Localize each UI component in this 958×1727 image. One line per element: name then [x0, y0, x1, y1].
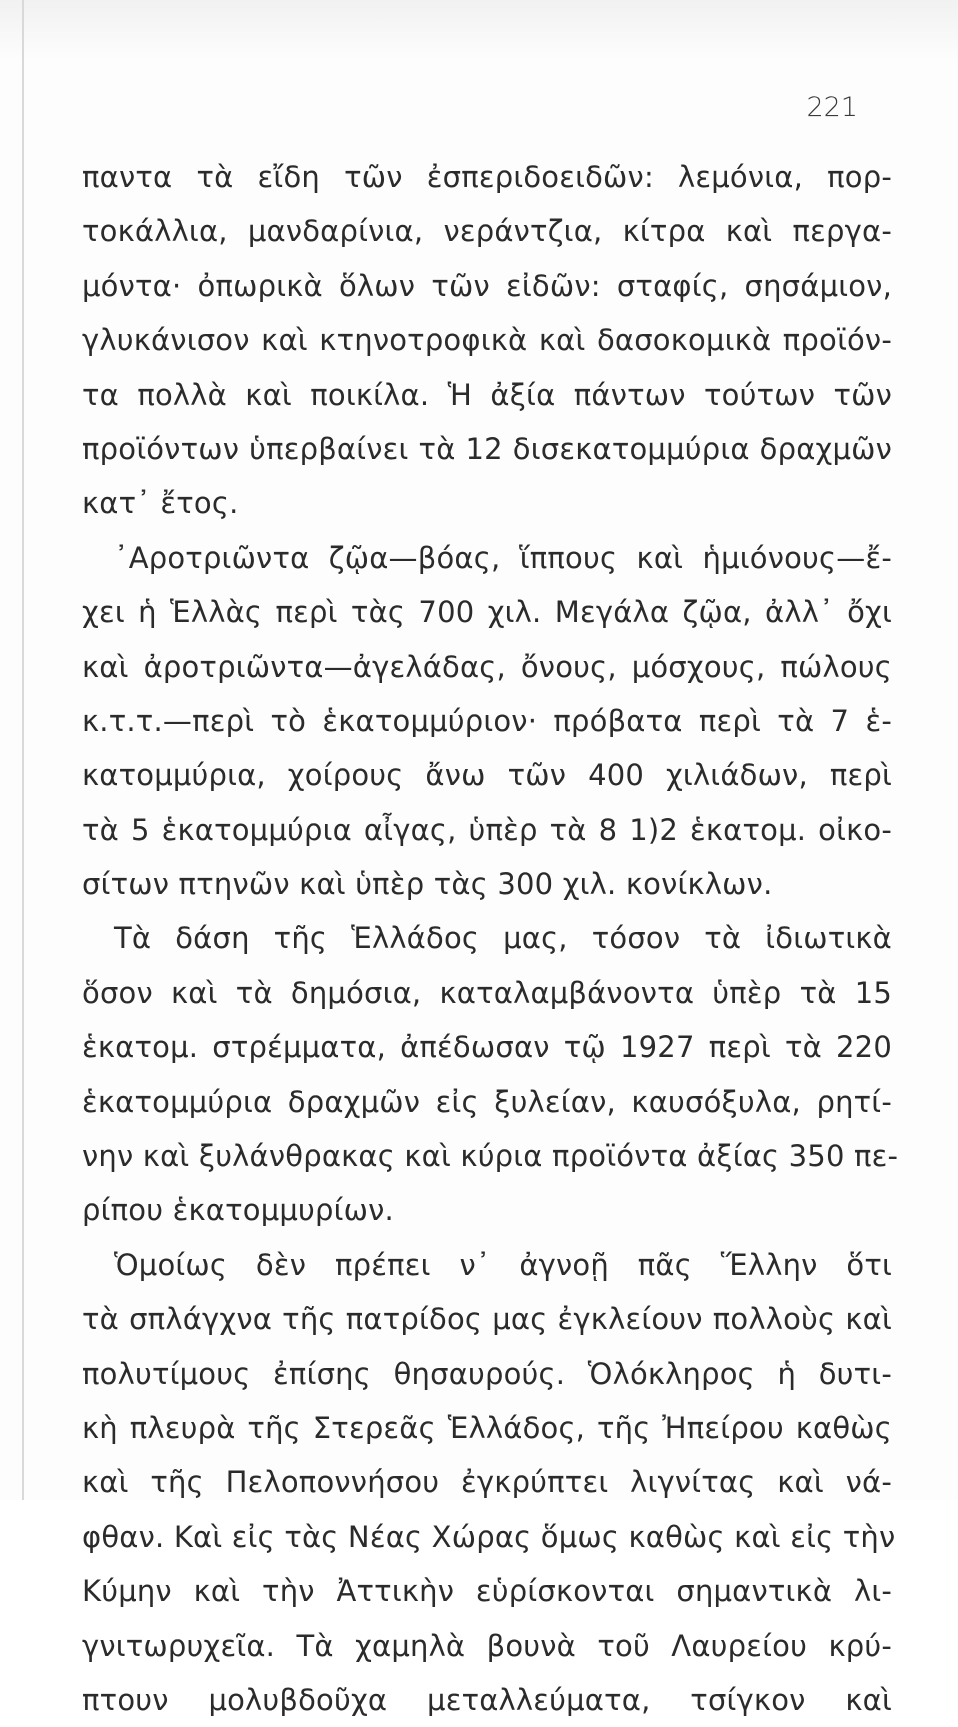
- text-line: νην καὶ ξυλάνθρακας καὶ κύρια προϊόντα ἀξίας 350 πε-: [82, 1139, 899, 1174]
- paragraph-citrus-products: [82, 150, 892, 531]
- text-line: κατ᾽ ἔτος.: [82, 486, 239, 521]
- text-line: ἑκατομμύρια δραχμῶν εἰς ξυλείαν, καυσόξυλα, ρητί-: [82, 1084, 892, 1119]
- text-line: μόντα· ὀπωρικὰ ὅλων τῶν εἰδῶν: σταφίς, σησάμιον,: [82, 268, 892, 303]
- page-edge: [22, 0, 24, 1500]
- text-line: Ὁμοίως δὲν πρέπει ν᾽ ἀγνοῇ πᾶς Ἕλλην ὅτι: [114, 1247, 892, 1282]
- text-line: χει ἡ Ἑλλὰς περὶ τὰς 700 χιλ. Μεγάλα ζῷα, ἀλλ᾽ ὄχι: [82, 595, 892, 630]
- text-line: Τὰ δάση τῆς Ἑλλάδος μας, τόσον τὰ ἰδιωτικὰ: [114, 921, 892, 956]
- text-line: ρίπου ἑκατομμυρίων.: [82, 1193, 394, 1228]
- text-line: προϊόντων ὑπερβαίνει τὰ 12 δισεκατομμύρια δραχμῶν: [82, 431, 892, 466]
- text-line: τοκάλλια, μανδαρίνια, νεράντζια, κίτρα καὶ περγα-: [82, 214, 892, 249]
- text-line: πολυτίμους ἐπίσης θησαυρούς. Ὁλόκληρος ἡ δυτι-: [82, 1356, 892, 1391]
- text-line: ἑκατομ. στρέμματα, ἀπέδωσαν τῷ 1927 περὶ τὰ 220: [82, 1030, 892, 1065]
- body-text: [82, 150, 899, 1727]
- text-line: σίτων πτηνῶν καὶ ὑπὲρ τὰς 300 χιλ. κονίκλων.: [82, 867, 773, 902]
- paragraph-forests: [82, 911, 899, 1237]
- text-line: Κύμην καὶ τὴν Ἀττικὴν εὑρίσκονται σημαντικὰ λι-: [82, 1574, 892, 1609]
- scan-shadow: [0, 0, 958, 60]
- text-line: γλυκάνισον καὶ κτηνοτροφικὰ καὶ δασοκομικὰ προϊόν-: [82, 323, 892, 358]
- paragraph-minerals: [82, 1238, 896, 1727]
- text-line: κὴ πλευρὰ τῆς Στερεᾶς Ἑλλάδος, τῆς Ἠπείρου καθὼς: [82, 1410, 892, 1445]
- text-line: τὰ 5 ἑκατομμύρια αἶγας, ὑπὲρ τὰ 8 1)2 ἑκατομ. οἰκο-: [82, 812, 892, 847]
- text-line: παντα τὰ εἴδη τῶν ἐσπεριδοειδῶν: λεμόνια, πορ-: [82, 160, 892, 194]
- text-line: τὰ σπλάγχνα τῆς πατρίδος μας ἐγκλείουν πολλοὺς καὶ: [82, 1302, 892, 1337]
- text-line: καὶ τῆς Πελοποννήσου ἐγκρύπτει λιγνίτας καὶ νά-: [82, 1465, 892, 1500]
- text-line: ὅσον καὶ τὰ δημόσια, καταλαμβάνοντα ὑπὲρ τὰ 15: [82, 975, 892, 1010]
- text-line: τα πολλὰ καὶ ποικίλα. Ἡ ἀξία πάντων τούτων τῶν: [82, 377, 892, 412]
- text-line: κατομμύρια, χοίρους ἄνω τῶν 400 χιλιάδων, περὶ: [82, 758, 892, 793]
- text-line: γνιτωρυχεῖα. Τὰ χαμηλὰ βουνὰ τοῦ Λαυρείου κρύ-: [82, 1628, 892, 1663]
- text-line: ᾽Αροτριῶντα ζῷα—βόας, ἵππους καὶ ἡμιόνους—ἔ-: [114, 540, 892, 575]
- page-number: 221: [806, 92, 858, 123]
- text-line: κ.τ.τ.—περὶ τὸ ἑκατομμύριον· πρόβατα περὶ τὰ 7 ἑ-: [82, 703, 892, 738]
- text-line: πτουν μολυβδοῦχα μεταλλεύματα, τσίγκον καὶ: [82, 1682, 892, 1717]
- paragraph-livestock: [82, 531, 892, 912]
- text-line: καὶ ἀροτριῶντα—ἀγελάδας, ὄνους, μόσχους, πώλους: [82, 649, 892, 684]
- text-line: φθαν. Καὶ εἰς τὰς Νέας Χώρας ὅμως καθὼς καὶ εἰς τὴν: [82, 1519, 896, 1554]
